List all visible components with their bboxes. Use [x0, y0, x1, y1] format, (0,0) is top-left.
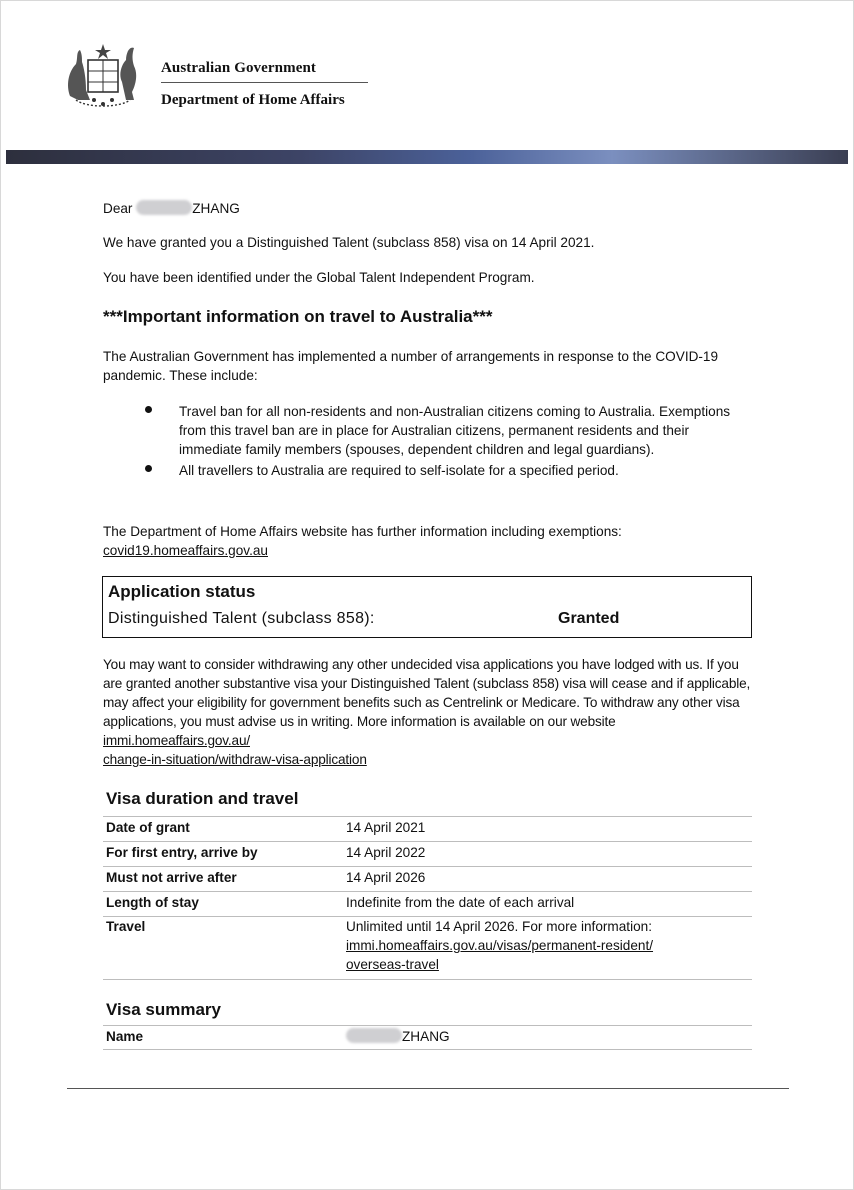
status-value: Granted — [558, 610, 620, 627]
important-heading: ***Important information on travel to Australia*** — [103, 307, 493, 326]
bullet-icon — [145, 406, 152, 413]
footer-rule — [67, 1088, 789, 1089]
covid-arrangements-list — [142, 402, 754, 482]
application-status-box — [102, 576, 752, 638]
covid-website-link[interactable]: covid19.homeaffairs.gov.au — [103, 543, 268, 558]
website-paragraph: The Department of Home Affairs website has further information including exemptions: covid19.homeaffairs.gov.au — [103, 524, 622, 558]
withdraw-link-continued[interactable]: change-in-situation/withdraw-visa-application — [103, 752, 367, 767]
department-name: Department of Home Affairs — [161, 92, 345, 108]
salutation-prefix: Dear — [103, 201, 133, 216]
status-label: Distinguished Talent (subclass 858): — [108, 610, 375, 627]
header-rule — [161, 82, 368, 83]
table-row: Length of stay Indefinite from the date of each arrival — [103, 891, 752, 916]
list-item: Travel ban for all non-residents and non-Australian citizens coming to Australia. Exemptions from this travel ban are in place for Australian citizens, permanent residents and their immediate family members (spouses, dependent children and legal guardians). — [142, 402, 754, 459]
bullet-icon — [145, 465, 152, 472]
salutation — [103, 199, 753, 218]
travel-info-link[interactable]: immi.homeaffairs.gov.au/visas/permanent-resident/ — [346, 938, 654, 953]
list-item: All travellers to Australia are required to self-isolate for a specified period. — [142, 461, 754, 480]
duration-title: Visa duration and travel — [106, 789, 299, 808]
redacted-given-name — [136, 200, 192, 215]
salutation-surname: ZHANG — [192, 201, 240, 216]
duration-table — [103, 816, 752, 980]
granted-line: We have granted you a Distinguished Talent (subclass 858) visa on 14 April 2021. — [103, 235, 595, 250]
table-row: Must not arrive after 14 April 2026 — [103, 866, 752, 891]
table-row: Date of grant 14 April 2021 — [103, 816, 752, 841]
coat-of-arms-icon — [56, 38, 148, 110]
status-title: Application status — [108, 582, 256, 601]
table-row: Name ZHANG — [103, 1025, 752, 1050]
table-row: Travel Unlimited until 14 April 2026. For more information: immi.homeaffairs.gov.au/visas/permanent-resident/ overseas-travel — [103, 916, 752, 980]
travel-info-link-continued[interactable]: overseas-travel — [346, 957, 439, 972]
summary-title: Visa summary — [106, 1000, 221, 1019]
program-line: You have been identified under the Global Talent Independent Program. — [103, 270, 535, 285]
redacted-given-name — [346, 1028, 402, 1043]
table-row: For first entry, arrive by 14 April 2022 — [103, 841, 752, 866]
withdraw-link[interactable]: immi.homeaffairs.gov.au/ — [103, 733, 250, 748]
withdraw-paragraph: You may want to consider withdrawing any other undecided visa applications you have lodged with us. If you are granted another substantive visa your Distinguished Talent (subclass 858) visa will cease and if applicable, may affect your eligibility for government benefits such as Centrelink or Medicare. To withdraw any other visa applications, you must advise us in writing. More information is available on our website immi.homeaffairs.gov.au/ change-in-situation/withdraw-visa-application — [103, 657, 751, 767]
covid-intro: The Australian Government has implemented a number of arrangements in response to the COVID-19 pandemic. These include: — [103, 349, 719, 383]
government-name: Australian Government — [161, 60, 317, 76]
summary-table — [103, 1025, 752, 1050]
header-band — [6, 150, 848, 164]
